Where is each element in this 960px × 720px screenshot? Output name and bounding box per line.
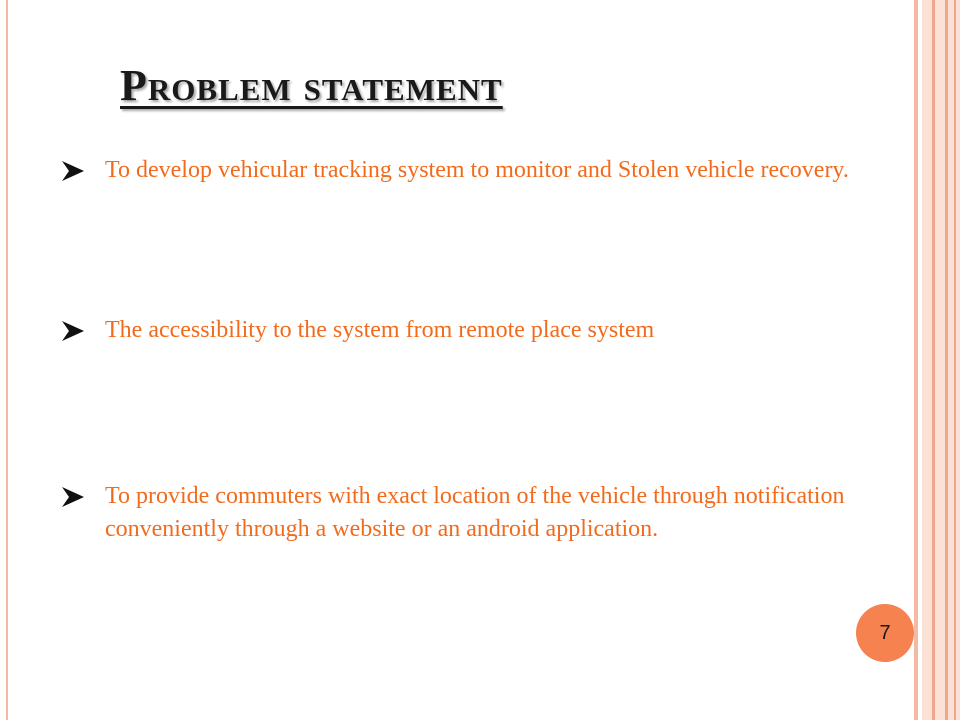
bullet-text: The accessibility to the system from remote place system (105, 317, 655, 343)
bullet-item (62, 154, 862, 187)
bullet-item (62, 314, 862, 347)
decorative-stripe (945, 0, 948, 720)
bullet-item (62, 480, 862, 546)
bullet-text: To develop vehicular tracking system to monitor and Stolen vehicle recovery. (105, 157, 849, 183)
decorative-stripe (954, 0, 956, 720)
right-frame-line (914, 0, 918, 720)
bullet-text: To provide commuters with exact location of the vehicle through notification conveniently through a website or an android application. (105, 483, 845, 542)
decorative-stripe (932, 0, 935, 720)
arrowhead-bullet-icon (62, 321, 90, 341)
page-number-badge: 7 (856, 604, 914, 662)
arrowhead-bullet-icon (62, 487, 90, 507)
arrowhead-bullet-icon (62, 161, 90, 181)
left-frame-line (6, 0, 8, 720)
slide-title: Problem statement (120, 61, 503, 110)
